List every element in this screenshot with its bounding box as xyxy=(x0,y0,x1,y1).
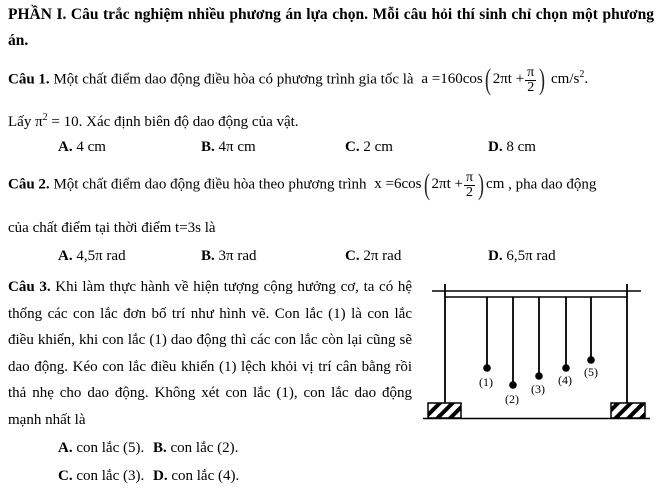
option-key: A. xyxy=(58,248,73,264)
pendulum-5-bob xyxy=(587,356,595,364)
option-value: 4π cm xyxy=(218,139,256,155)
left-base-block xyxy=(428,403,461,418)
option-key: D. xyxy=(488,139,503,155)
formula-end: . xyxy=(584,71,589,88)
formula-func: cos xyxy=(401,176,422,193)
paren-open: ( xyxy=(423,168,430,201)
pendulum-3-bob xyxy=(535,372,543,380)
option-key: C. xyxy=(345,139,360,155)
question-1-text-line2: = 10. Xác định biên độ dao động của vật. xyxy=(47,114,299,130)
option-value: 8 cm xyxy=(506,139,536,155)
question-2-line-2: của chất điểm tại thời điểm t=3s là xyxy=(8,220,216,236)
option-key: B. xyxy=(201,139,215,155)
formula-unit: cm/s xyxy=(551,71,580,88)
formula-unit-exponent: 2 xyxy=(579,69,585,81)
option-key: C. xyxy=(58,468,73,484)
section-heading: PHẦN I. Câu trắc nghiệm nhiều phương án lựa chọn. Mỗi câu hỏi thí sinh chỉ chọn một phương án. xyxy=(8,6,654,49)
question-1-label: Câu 1. xyxy=(8,71,50,88)
pendulum-4-label: (4) xyxy=(558,373,572,387)
fraction-denominator: 2 xyxy=(465,184,473,200)
option-value: 4,5π rad xyxy=(76,248,126,264)
pendulum-2-label: (2) xyxy=(505,392,519,406)
option-key: A. xyxy=(58,139,73,155)
formula-coef: 160 xyxy=(440,71,463,88)
fraction-denominator: 2 xyxy=(527,79,535,95)
formula-unit: cm xyxy=(486,176,505,193)
formula-inner: 2πt + xyxy=(431,176,463,193)
option-value: 2π rad xyxy=(363,248,402,264)
option-key: B. xyxy=(153,440,167,456)
formula-end: , xyxy=(508,176,512,193)
option-value: 6,5π rad xyxy=(506,248,556,264)
pi-exponent: 2 xyxy=(42,112,48,123)
option-key: D. xyxy=(153,468,168,484)
formula-coef: 6 xyxy=(394,176,402,193)
paren-close: ) xyxy=(539,63,546,96)
formula-inner: 2πt + xyxy=(492,71,525,88)
pendulum-4-bob xyxy=(562,364,570,372)
option-value: con lắc (5). xyxy=(76,440,145,456)
option-value: con lắc (4). xyxy=(171,468,240,484)
option-key: D. xyxy=(488,248,503,264)
pendulum-1-label: (1) xyxy=(479,375,493,389)
fraction-numerator: π xyxy=(465,169,474,185)
option-value: con lắc (2). xyxy=(170,440,239,456)
option-key: A. xyxy=(58,440,73,456)
pendulum-3-label: (3) xyxy=(531,382,545,396)
option-key: B. xyxy=(201,248,215,264)
option-value: 3π rad xyxy=(218,248,257,264)
option-value: 4 cm xyxy=(76,139,106,155)
question-2-text: Một chất điểm dao động điều hòa theo phương trình xyxy=(53,176,367,193)
option-value: 2 cm xyxy=(363,139,393,155)
pendulum-2-bob xyxy=(509,381,517,389)
question-2-label: Câu 2. xyxy=(8,176,50,193)
question-2-text-after: pha dao động xyxy=(515,176,597,193)
option-key: C. xyxy=(345,248,360,264)
formula-lhs: x = xyxy=(374,176,394,193)
formula-func: cos xyxy=(462,71,483,88)
paren-close: ) xyxy=(478,168,485,201)
pi-text: Lấy π xyxy=(8,114,43,130)
formula-lhs: a = xyxy=(421,71,441,88)
option-value: con lắc (3). xyxy=(76,468,145,484)
paren-open: ( xyxy=(484,63,491,96)
question-1-text: Một chất điểm dao động điều hòa có phương trình gia tốc là xyxy=(53,71,414,88)
right-base-block xyxy=(611,403,645,418)
pendulum-1-bob xyxy=(483,364,491,372)
question-3-text: Khi làm thực hành về hiện tượng cộng hưởng cơ, ta có hệ thống các con lắc đơn bố trí như hình vẽ. Con lắc (1) là con lắc điều khiển, khi con lắc (1) dao động thì các con lắc còn lại cũng sẽ dao động. Kéo con lắc điều khiển (1) lệch khỏi vị trí cân bằng rồi thả nhẹ cho dao động. Không xét con lắc (1), con lắc dao động mạnh nhất là xyxy=(8,279,412,428)
question-3-label: Câu 3. xyxy=(8,279,51,295)
pendulum-5-label: (5) xyxy=(584,365,598,379)
fraction-numerator: π xyxy=(527,64,535,80)
